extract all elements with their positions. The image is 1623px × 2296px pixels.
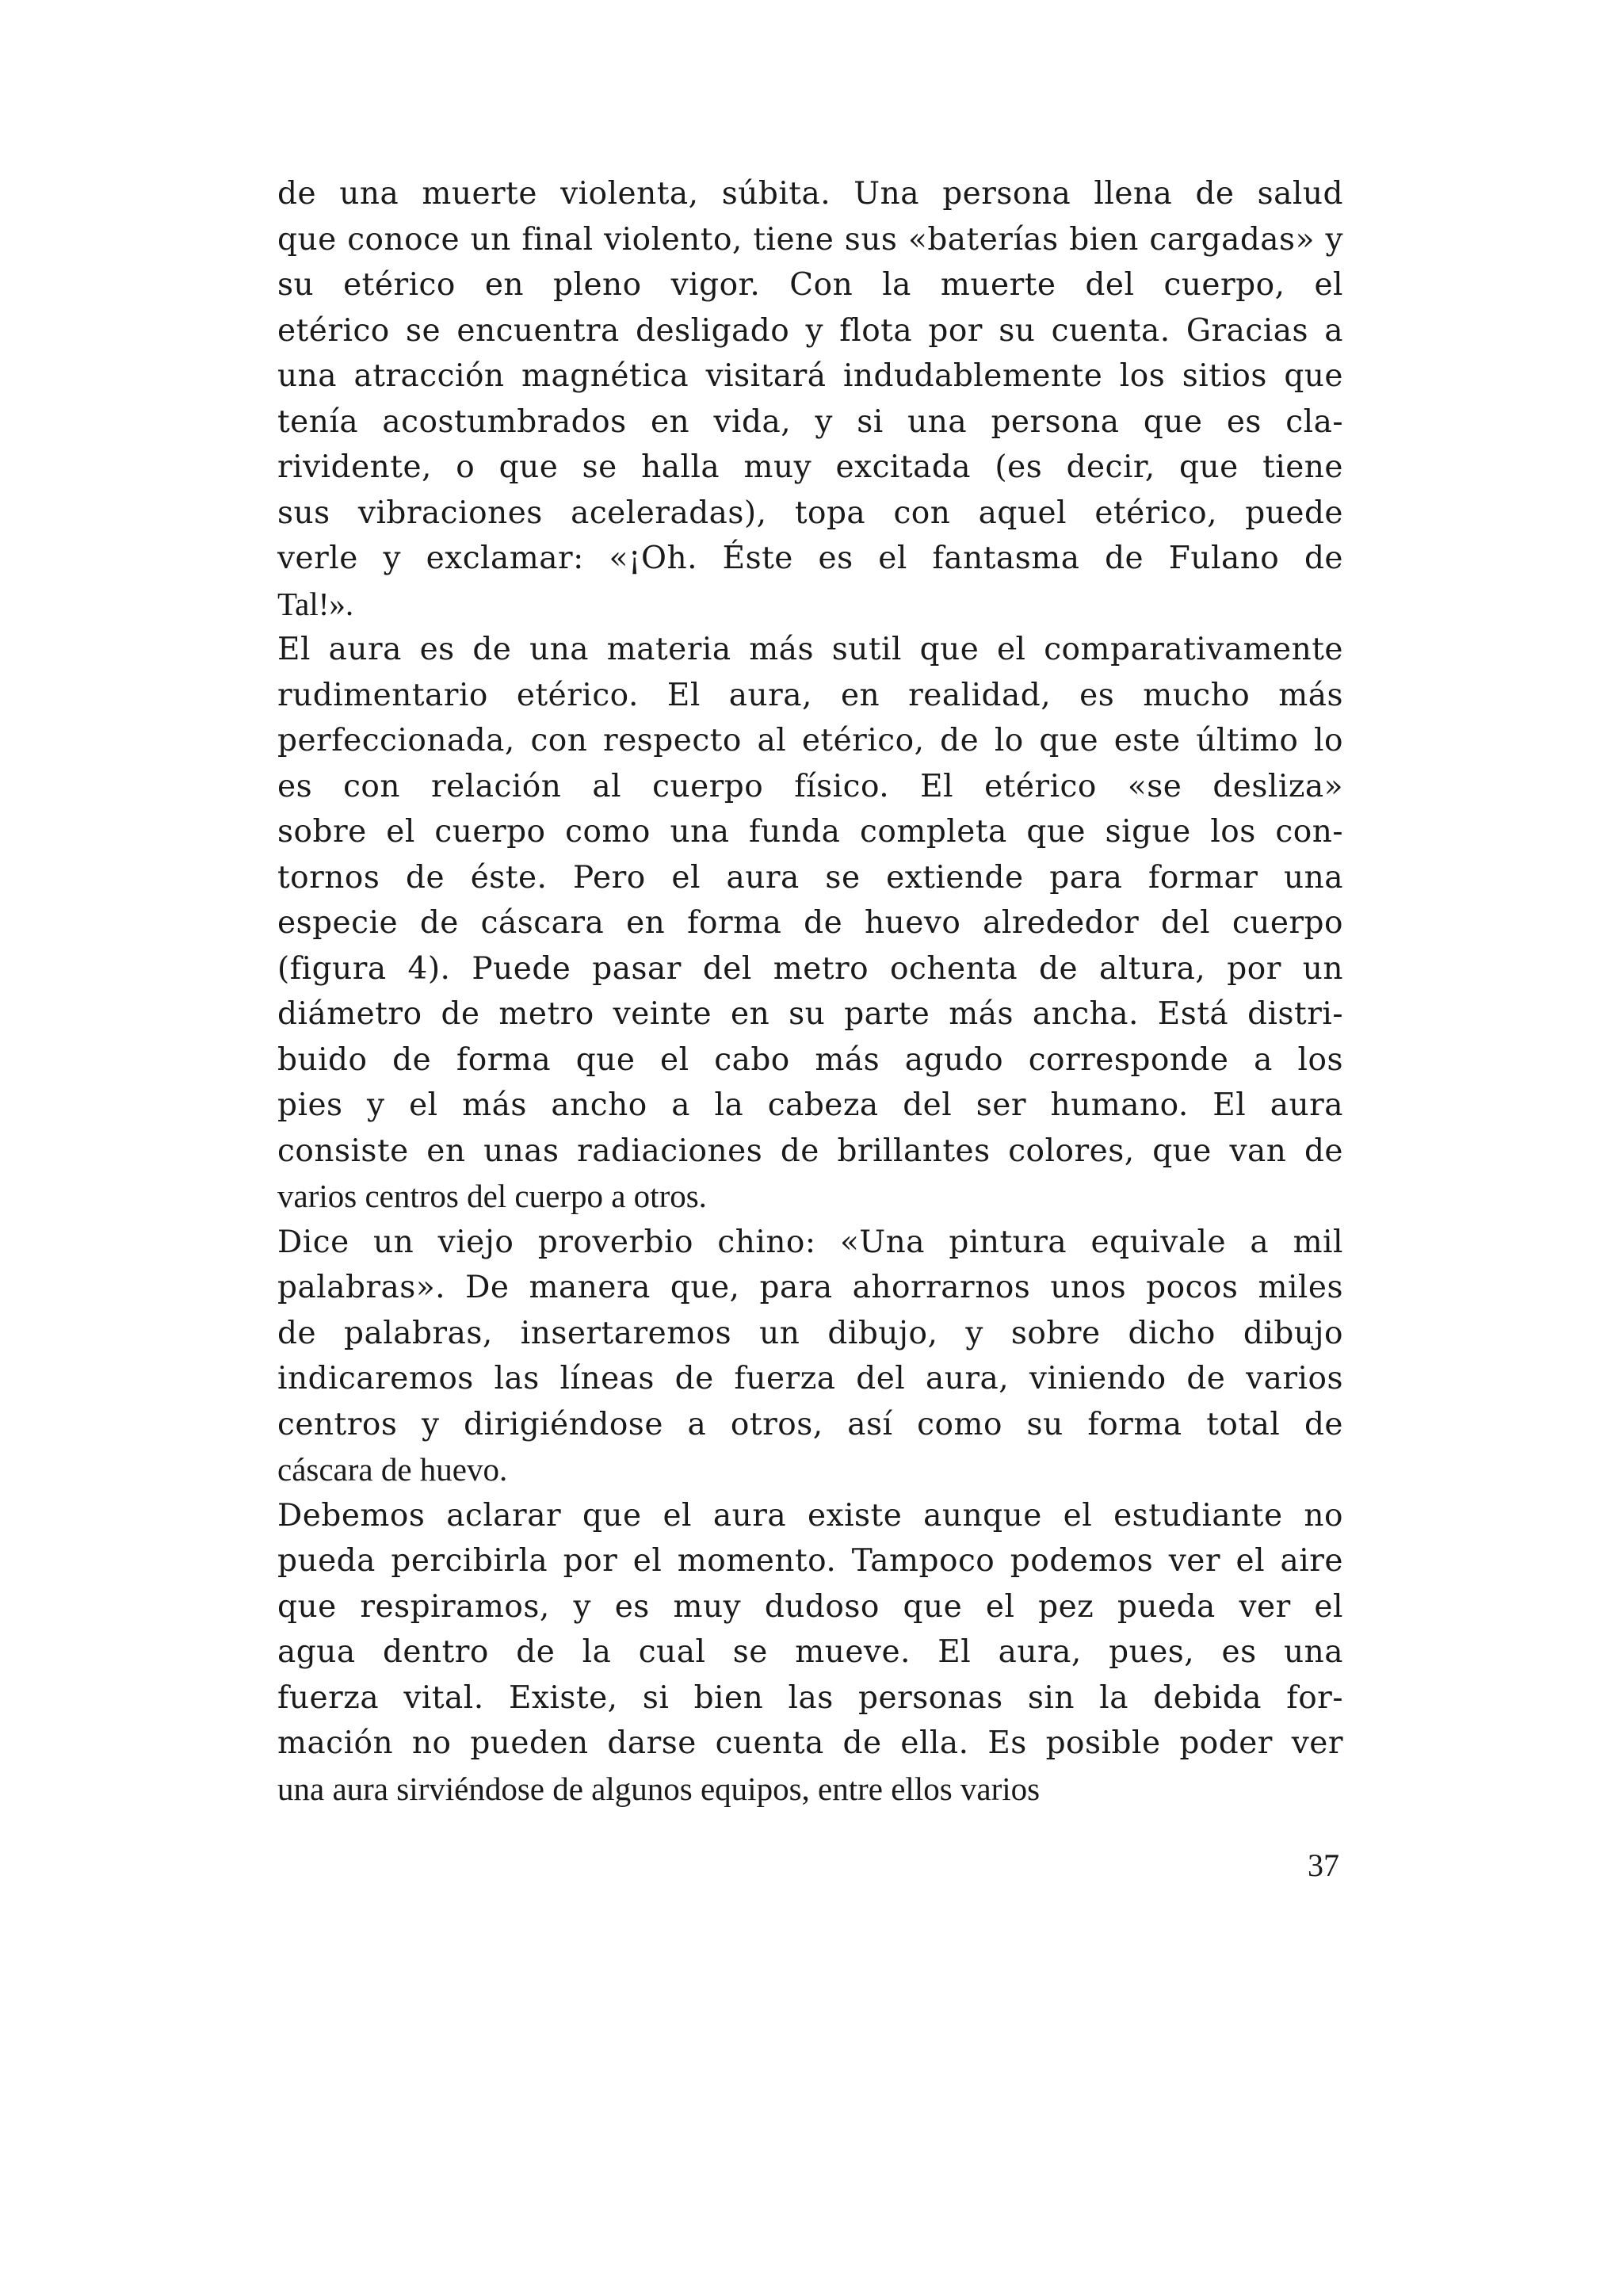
text-line: rividente, o que se halla muy excitada (es decir, que tiene xyxy=(277,449,1343,485)
text-line: diámetro de metro veinte en su parte más ancha. Está distri- xyxy=(277,996,1343,1032)
text-line: que conoce un final violento, tiene sus «baterías bien cargadas» y xyxy=(277,221,1343,258)
text-line: cáscara de huevo. xyxy=(277,1451,508,1488)
text-line: tenía acostumbrados en vida, y si una persona que es cla- xyxy=(277,403,1343,440)
text-line: pueda percibirla por el momento. Tampoco podemos ver el aire xyxy=(277,1543,1343,1579)
text-line: centros y dirigiéndose a otros, así como su forma total de xyxy=(277,1406,1343,1442)
text-line: Tal!». xyxy=(277,585,354,622)
text-line: El aura es de una materia más sutil que el comparativamente xyxy=(277,632,1343,667)
text-line: buido de forma que el cabo más agudo corresponde a los xyxy=(277,1041,1343,1078)
text-line: perfeccionada, con respecto al etérico, de lo que este último lo xyxy=(277,723,1343,758)
text-line: tornos de éste. Pero el aura se extiende para formar una xyxy=(277,859,1343,896)
text-line: (figura 4). Puede pasar del metro ochenta de altura, por un xyxy=(277,950,1343,987)
text-line: especie de cáscara en forma de huevo alrededor del cuerpo xyxy=(277,905,1343,941)
text-line: sus vibraciones aceleradas), topa con aquel etérico, puede xyxy=(277,495,1343,531)
text-line: etérico se encuentra desligado y flota por su cuenta. Gracias a xyxy=(277,312,1343,349)
text-line: de una muerte violenta, súbita. Una persona llena de salud xyxy=(277,176,1343,212)
text-line: una atracción magnética visitará indudablemente los sitios que xyxy=(277,358,1343,394)
text-line: de palabras, insertaremos un dibujo, y sobre dicho dibujo xyxy=(277,1315,1343,1351)
text-line: rudimentario etérico. El aura, en realidad, es mucho más xyxy=(277,677,1343,713)
text-line: pies y el más ancho a la cabeza del ser humano. El aura xyxy=(277,1087,1343,1123)
text-line: sobre el cuerpo como una funda completa que sigue los con- xyxy=(277,814,1343,850)
text-line: consiste en unas radiaciones de brillantes colores, que van de xyxy=(277,1133,1343,1169)
text-line: Dice un viejo proverbio chino: «Una pintura equivale a mil xyxy=(277,1224,1343,1260)
text-line: su etérico en pleno vigor. Con la muerte del cuerpo, el xyxy=(277,267,1343,303)
page-number: 37 xyxy=(1308,1847,1339,1883)
text-line: agua dentro de la cual se mueve. El aura, pues, es una xyxy=(277,1634,1343,1670)
text-line: fuerza vital. Existe, si bien las personas sin la debida for- xyxy=(277,1679,1343,1716)
text-line: es con relación al cuerpo físico. El etérico «se desliza» xyxy=(277,768,1343,804)
body-text xyxy=(277,171,1343,1812)
text-line: que respiramos, y es muy dudoso que el pez pueda ver el xyxy=(277,1588,1343,1625)
text-line: mación no pueden darse cuenta de ella. Es posible poder ver xyxy=(277,1725,1343,1761)
text-line: Debemos aclarar que el aura existe aunque el estudiante no xyxy=(277,1497,1343,1534)
text-line: varios centros del cuerpo a otros. xyxy=(277,1178,707,1214)
text-line: indicaremos las líneas de fuerza del aura, viniendo de varios xyxy=(277,1361,1343,1396)
text-line: palabras». De manera que, para ahorrarnos unos pocos miles xyxy=(277,1270,1343,1305)
text-line: verle y exclamar: «¡Oh. Éste es el fantasma de Fulano de xyxy=(277,541,1343,576)
text-line: una aura sirviéndose de algunos equipos, entre ellos varios xyxy=(277,1770,1041,1807)
